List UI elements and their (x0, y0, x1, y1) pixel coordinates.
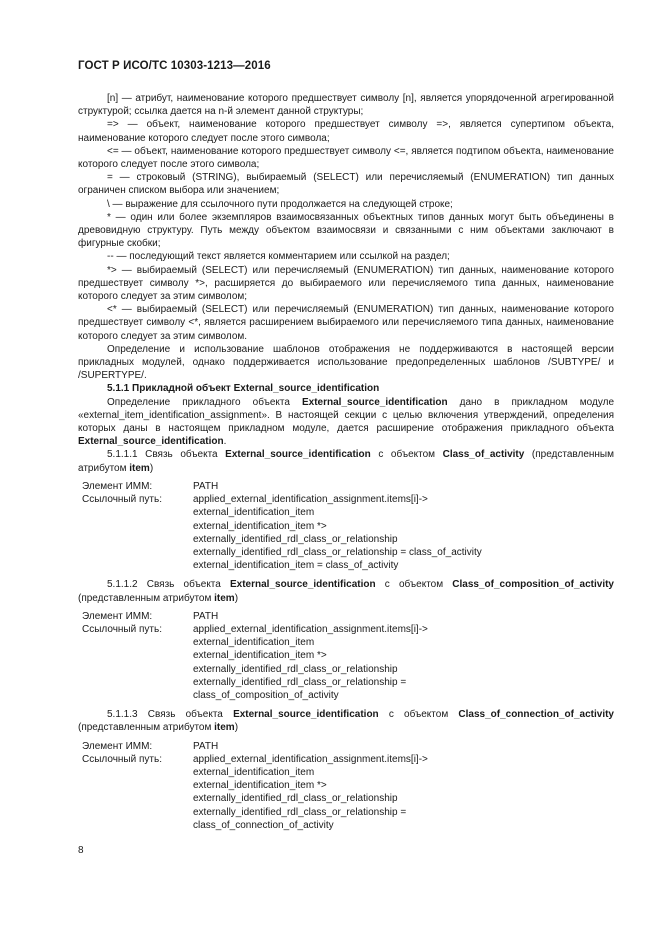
path-line: external_identification_item (193, 637, 315, 649)
ref-label: Ссылочный путь: (82, 753, 162, 765)
path-line: externally_identified_rdl_class_or_relationship = (193, 806, 407, 818)
paragraph: = — строковый (STRING), выбираемый (SELECT) или перечисляемый (ENUMERATION) тип данных ограничен списком выбора или значением; (78, 172, 614, 197)
imm-label: Элемент ИММ: (82, 480, 153, 492)
imm-label: Элемент ИММ: (82, 610, 153, 622)
section-intro: Определение прикладного объекта External_source_identification дано в прикладном модуле «external_item_identification_assignment». В настоящей секции с целью включения утверждений, определения которых даны в настоящем прикладном модуле, дается расширение отображения прикладного объекта External_source_identification. (78, 396, 615, 448)
path-line: externally_identified_rdl_class_or_relationship = class_of_activity (193, 546, 482, 558)
mapping-table (82, 610, 614, 702)
mapping-table (82, 740, 614, 832)
imm-value: PATH (193, 610, 219, 622)
path-line: class_of_composition_of_activity (193, 689, 339, 701)
paragraph: \ — выражение для ссылочного пути продолжается на следующей строке; (107, 198, 453, 210)
paragraph: <= — объект, наименование которого предшествует символу <=, является подтипом объекта, наименование которого следует после этого символа; (78, 145, 614, 171)
path-line: external_identification_item (193, 766, 315, 778)
paragraph: <* — выбираемый (SELECT) или перечисляемый (ENUMERATION) тип данных, наименование которого предшествует символу <*, является расширением выбираемого или перечисляемого типа данных, наименование которого следует за этим символом. (78, 304, 614, 342)
path-line: externally_identified_rdl_class_or_relationship (193, 663, 398, 675)
paragraph: Определение и использование шаблонов отображения не поддерживаются в настоящей версии прикладных модулей, однако поддерживается использование предопределенных шаблонов /SUBTYPE/ и /SUPERTYPE/. (78, 343, 614, 382)
subsection-heading: 5.1.1.3 Связь объекта External_source_identification с объектом Class_of_connection_of_activity (представленным атрибутом item) (78, 709, 614, 734)
path-line: externally_identified_rdl_class_or_relationship = (193, 676, 407, 688)
ref-label: Ссылочный путь: (82, 623, 162, 635)
imm-label: Элемент ИММ: (82, 740, 153, 752)
path-line: applied_external_identification_assignment.items[i]-> (193, 623, 428, 635)
paragraph: -- — последующий текст является комментарием или ссылкой на раздел; (107, 251, 450, 263)
path-line: external_identification_item (193, 507, 315, 519)
imm-value: PATH (193, 740, 219, 752)
paragraph: *> — выбираемый (SELECT) или перечисляемый (ENUMERATION) тип данных, наименование которого предшествует символу *>, расширяется до выбираемого или перечисляемого типа данных, наименование которого следует за этим символом; (78, 264, 614, 303)
path-line: externally_identified_rdl_class_or_relationship (193, 533, 398, 545)
path-line: externally_identified_rdl_class_or_relationship (193, 793, 398, 805)
paragraph: * — один или более экземпляров взаимосвязанных объектных типов данных могут быть объединены в древовидную структуру. Путь между объектом взаимосвязи и связанными с ним объектами заключают в фигурные скобки; (78, 211, 614, 250)
path-line: applied_external_identification_assignment.items[i]-> (193, 753, 428, 765)
ref-label: Ссылочный путь: (82, 494, 162, 506)
mapping-table (82, 480, 614, 572)
path-line: external_identification_item *> (193, 520, 327, 532)
section-heading: 5.1.1 Прикладной объект External_source_identification (107, 383, 380, 395)
path-line: external_identification_item *> (193, 780, 327, 792)
document-header: ГОСТ Р ИСО/ТС 10303-1213—2016 (78, 60, 271, 72)
subsection-heading: 5.1.1.1 Связь объекта External_source_identification с объектом Class_of_activity (представленным атрибутом item) (78, 449, 614, 474)
path-line: class_of_connection_of_activity (193, 819, 334, 831)
path-line: applied_external_identification_assignment.items[i]-> (193, 494, 428, 506)
path-line: external_identification_item *> (193, 650, 327, 662)
page-number: 8 (78, 845, 84, 856)
path-line: external_identification_item = class_of_activity (193, 560, 399, 572)
paragraph: => — объект, наименование которого предшествует символу =>, является супертипом объекта, наименование которого следует после этого символа; (78, 119, 614, 144)
subsection-heading: 5.1.1.2 Связь объекта External_source_identification с объектом Class_of_composition_of_activity (представленным атрибутом item) (78, 579, 614, 604)
page-body (78, 92, 614, 838)
paragraph: [n] — атрибут, наименование которого предшествует символу [n], является упорядоченной агрегированной структурой; ссылка дается на n-й элемент данной структуры; (78, 93, 614, 118)
imm-value: PATH (193, 480, 219, 492)
